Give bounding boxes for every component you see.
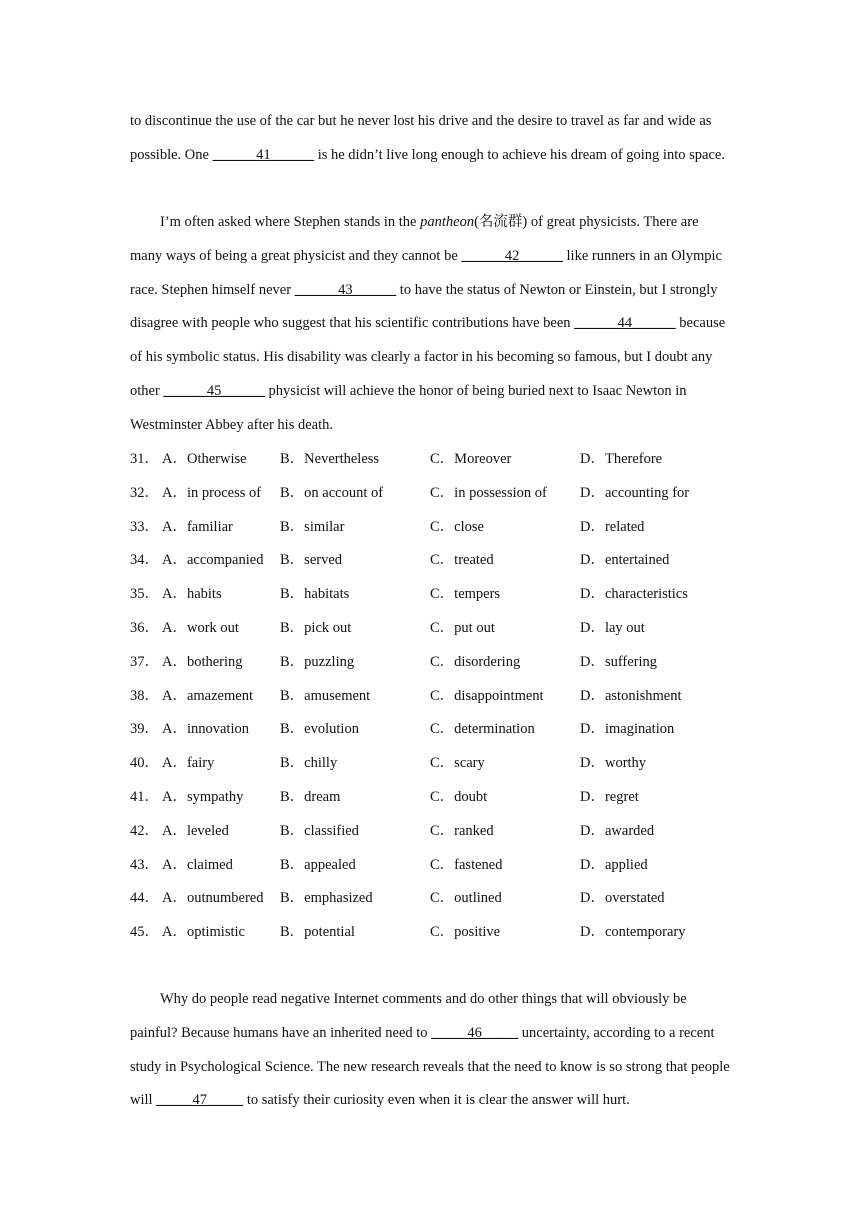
option-c: C．fastened [430,856,503,873]
question-list [130,443,750,950]
option-d: D．accounting for [580,484,690,501]
paragraph-text: to discontinue the use of the car but he never lost his drive and the desire to travel as far and wide as possible. One [130,113,712,163]
option-d: D．astonishment [580,687,682,704]
option-a: A．fairy [162,755,215,772]
question-number: 35． [130,586,159,603]
blank-45: ______45______ [163,382,265,399]
option-d: D．Therefore [580,451,663,467]
question-row [130,747,750,781]
option-c: C．in possession of [430,484,547,501]
option-d: D．awarded [580,822,655,839]
option-b: B．served [280,552,343,569]
option-a: A．familiar [162,518,233,535]
option-a: A．optimistic [162,924,245,941]
option-c: C．outlined [430,890,502,907]
blank-42: ______42______ [461,247,563,264]
option-b: B．on account of [280,484,384,501]
option-b: B．appealed [280,856,356,873]
question-number: 40． [130,755,159,772]
option-a: A．outnumbered [162,890,264,907]
question-row [130,916,750,950]
paragraph-text: (名流群) of great physicists. There are many ways of being a great physicist and they cannot be [130,214,699,264]
option-b: B．habitats [280,586,350,603]
option-b: B．similar [280,518,345,535]
question-row [130,713,750,747]
question-row [130,646,750,680]
question-number: 45． [130,924,159,941]
question-number: 42． [130,822,159,839]
italic-term: pantheon [420,214,475,230]
blank-41: ______41______ [212,146,315,163]
option-a: A．amazement [162,687,253,704]
option-d: D．contemporary [580,924,686,941]
option-b: B．evolution [280,721,359,738]
option-c: C．disordering [430,653,521,670]
option-b: B．chilly [280,755,338,772]
blank-47: _____47_____ [156,1092,244,1109]
option-c: C．put out [430,619,495,636]
paragraph-text: is he didn’t live long enough to achieve his dream of going into space. [317,146,725,163]
question-number: 36． [130,619,159,636]
question-row [130,544,750,578]
option-c: C．tempers [430,586,501,603]
question-row [130,578,750,612]
question-number: 41． [130,788,159,805]
option-b: B．potential [280,924,355,941]
paragraph-text: to satisfy their curiosity even when it is clear the answer will hurt. [246,1092,630,1109]
paragraph-text: because of his symbolic status. His disability was clearly a factor in his becoming so famous, but I doubt any other [130,315,726,399]
passage-paragraph-internet-comments [130,983,730,1118]
paragraph-text: I’m often asked where Stephen stands in the [160,214,417,230]
question-row [130,511,750,545]
question-number: 43． [130,856,159,873]
option-a: A．habits [162,586,222,603]
question-number: 44． [130,890,159,907]
option-a: A．leveled [162,822,229,839]
question-number: 38． [130,687,159,704]
option-c: C．Moreover [430,451,512,467]
question-number: 37． [130,653,159,670]
option-d: D．entertained [580,552,670,569]
question-row [130,680,750,714]
option-d: D．worthy [580,755,647,772]
question-number: 32． [130,484,159,501]
option-c: C．close [430,518,484,535]
option-c: C．positive [430,924,501,941]
option-d: D．characteristics [580,586,688,603]
paragraph-text: to have the status of Newton or Einstein, but I strongly disagree with people who suggest that his scientific contributions have been [130,281,718,332]
option-a: A．sympathy [162,788,244,805]
question-number: 33． [130,518,159,535]
option-c: C．scary [430,755,485,772]
option-d: D．imagination [580,721,675,738]
option-a: A．in process of [162,484,262,501]
option-b: B．dream [280,788,341,805]
option-d: D．lay out [580,619,645,636]
option-a: A．innovation [162,721,249,738]
passage-paragraph-continuation [130,105,730,173]
option-d: D．suffering [580,653,658,670]
option-a: A．accompanied [162,552,264,569]
question-row [130,443,750,477]
question-row [130,815,750,849]
option-b: B．emphasized [280,890,373,907]
question-row [130,477,750,511]
paragraph-text: physicist will achieve the honor of being buried next to Isaac Newton in Westminster Abbey after his death. [130,382,687,433]
question-row [130,882,750,916]
option-c: C．doubt [430,788,488,805]
option-a: A．bothering [162,653,243,670]
question-row [130,849,750,883]
option-b: B．puzzling [280,653,355,670]
paragraph-text: uncertainty, according to a recent study in Psychological Science. The new research reveals that the need to know is so strong that people will [130,1024,730,1109]
question-number: 31． [130,451,159,467]
option-c: C．disappointment [430,687,544,704]
option-c: C．determination [430,721,535,738]
option-d: D．overstated [580,890,665,907]
option-b: B．classified [280,822,359,839]
option-b: B．pick out [280,619,352,636]
option-a: A．claimed [162,856,233,873]
blank-46: _____46_____ [431,1024,519,1041]
option-d: D．applied [580,856,648,873]
option-a: A．Otherwise [162,451,247,467]
question-row [130,612,750,646]
paragraph-text: like runners in an Olympic race. Stephen himself never [130,247,722,298]
option-c: C．treated [430,552,494,569]
option-b: B．amusement [280,687,371,704]
blank-43: ______43______ [294,281,397,298]
question-row [130,781,750,815]
question-number: 39． [130,721,159,738]
option-a: A．work out [162,619,239,636]
question-number: 34． [130,552,159,569]
passage-paragraph-stephen [130,206,730,443]
paragraph-text: Why do people read negative Internet comments and do other things that will obviously be painful? Because humans have an inherited need to [130,991,687,1041]
option-d: D．regret [580,788,639,805]
blank-44: ______44______ [574,315,676,332]
option-b: B．Nevertheless [280,451,380,467]
option-c: C．ranked [430,822,494,839]
option-d: D．related [580,518,645,535]
